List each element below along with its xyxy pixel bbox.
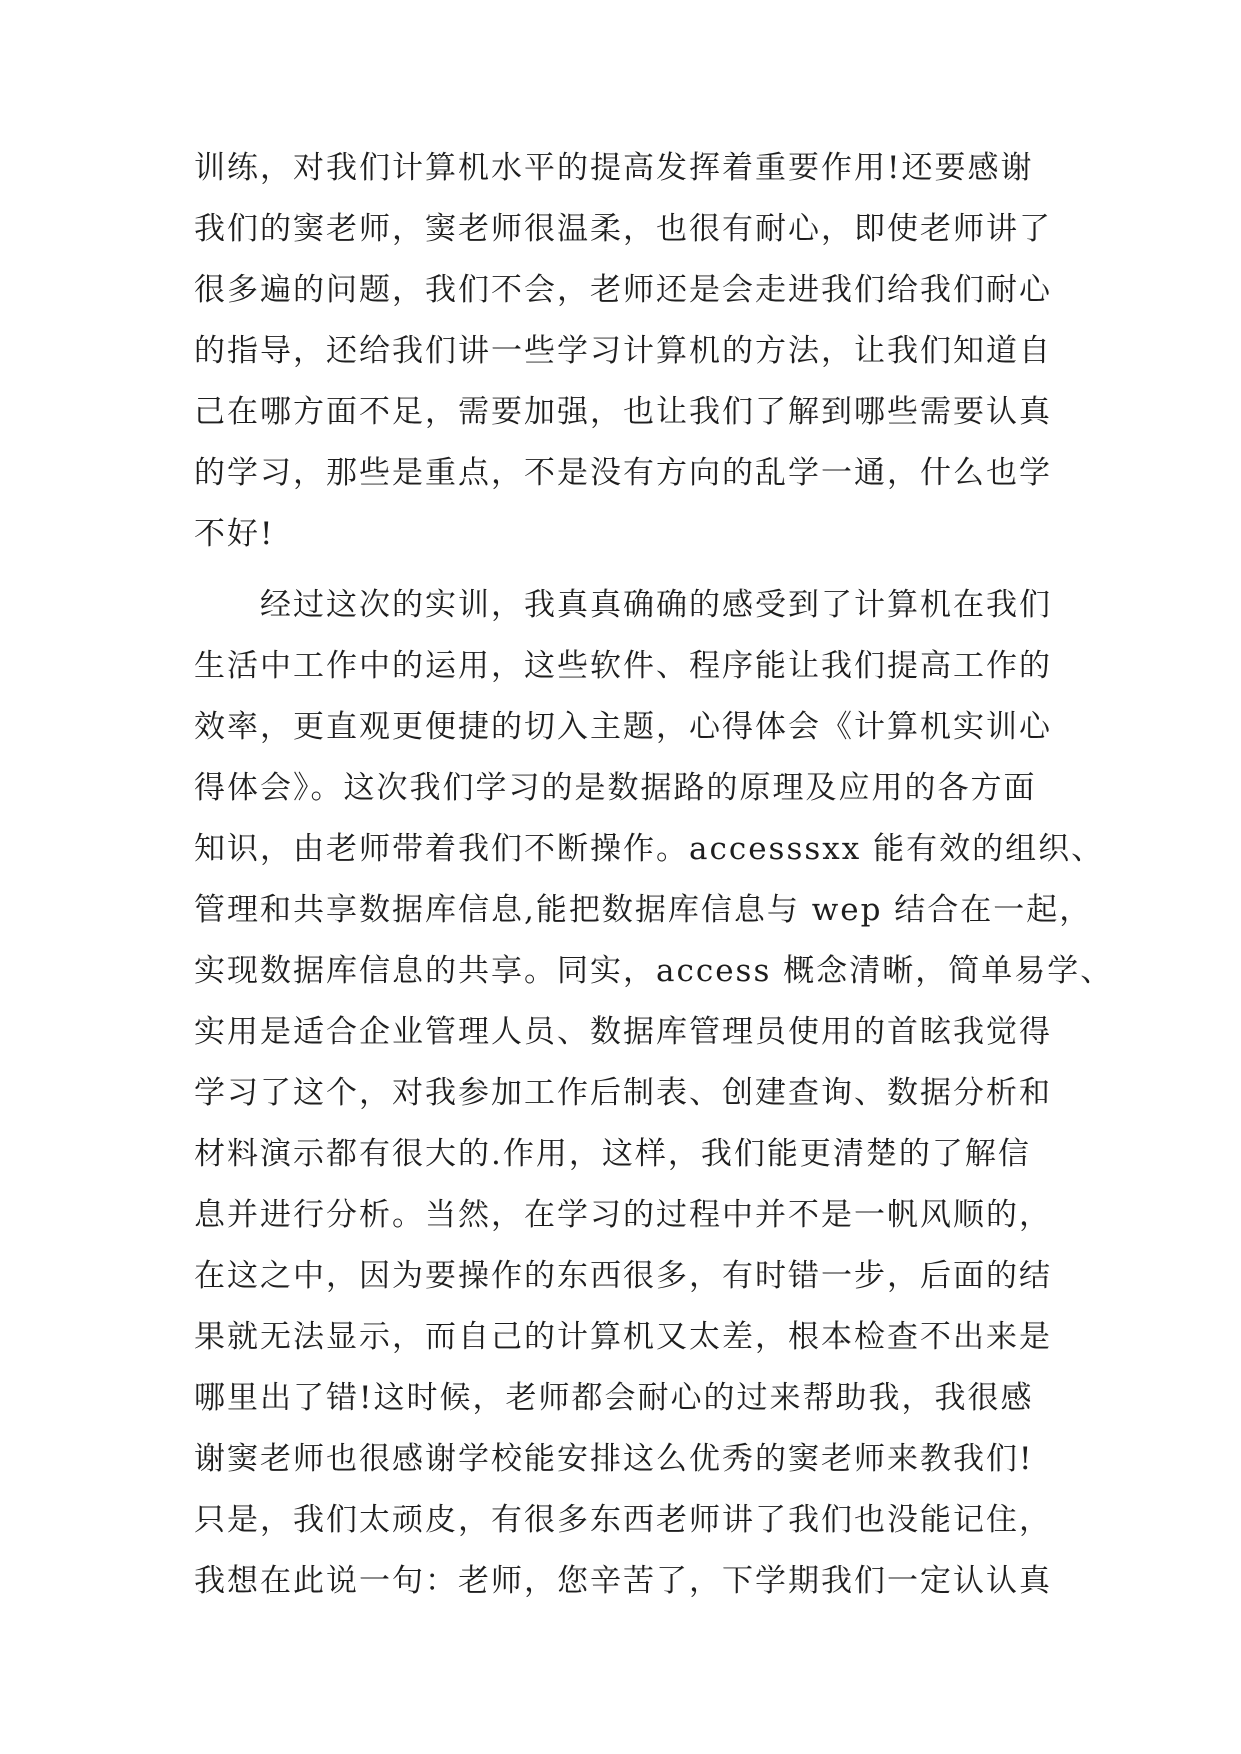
text-line: 我想在此说一句：老师，您辛苦了，下学期我们一定认认真 xyxy=(194,1563,1052,1599)
text-line: 的学习，那些是重点，不是没有方向的乱学一通，什么也学 xyxy=(194,455,1052,491)
text-line: 知识，由老师带着我们不断操作。accesssxx 能有效的组织、 xyxy=(194,831,1105,867)
text-line: 训练，对我们计算机水平的提高发挥着重要作用!还要感谢 xyxy=(194,150,1034,186)
text-line: 得体会》。这次我们学习的是数据路的原理及应用的各方面 xyxy=(194,770,1037,806)
text-line: 效率，更直观更便捷的切入主题，心得体会《计算机实训心 xyxy=(194,709,1052,745)
text-line: 的指导，还给我们讲一些学习计算机的方法，让我们知道自 xyxy=(194,333,1052,369)
text-line: 果就无法显示，而自己的计算机又太差，根本检查不出来是 xyxy=(194,1319,1052,1355)
text-line: 材料演示都有很大的.作用，这样，我们能更清楚的了解信 xyxy=(194,1136,1031,1172)
text-line: 我们的窦老师，窦老师很温柔，也很有耐心，即使老师讲了 xyxy=(194,211,1052,247)
text-line: 谢窦老师也很感谢学校能安排这么优秀的窦老师来教我们! xyxy=(194,1441,1034,1477)
text-line: 哪里出了错!这时候，老师都会耐心的过来帮助我，我很感 xyxy=(194,1380,1034,1416)
text-line: 息并进行分析。当然，在学习的过程中并不是一帆风顺的， xyxy=(194,1197,1052,1233)
paragraph-spacer xyxy=(194,565,1054,575)
text-line: 学习了这个，对我参加工作后制表、创建查询、数据分析和 xyxy=(194,1075,1052,1111)
text-line: 只是，我们太顽皮，有很多东西老师讲了我们也没能记住， xyxy=(194,1502,1052,1538)
text-line: 在这之中，因为要操作的东西很多，有时错一步，后面的结 xyxy=(194,1258,1052,1294)
text-line: 己在哪方面不足，需要加强，也让我们了解到哪些需要认真 xyxy=(194,394,1052,430)
text-line: 实用是适合企业管理人员、数据库管理员使用的首眩我觉得 xyxy=(194,1014,1052,1050)
paragraph xyxy=(194,575,1114,1612)
text-line: 管理和共享数据库信息,能把数据库信息与 wep 结合在一起， xyxy=(194,892,1093,928)
text-line: 很多遍的问题，我们不会，老师还是会走进我们给我们耐心 xyxy=(194,272,1052,308)
document-body xyxy=(194,138,1114,1612)
text-line: 不好! xyxy=(194,516,275,552)
text-line: 经过这次的实训，我真真确确的感受到了计算机在我们 xyxy=(260,587,1052,623)
paragraph xyxy=(194,138,1054,565)
text-line: 生活中工作中的运用，这些软件、程序能让我们提高工作的 xyxy=(194,648,1052,684)
text-line: 实现数据库信息的共享。同实，access 概念清晰，简单易学、 xyxy=(194,953,1114,989)
